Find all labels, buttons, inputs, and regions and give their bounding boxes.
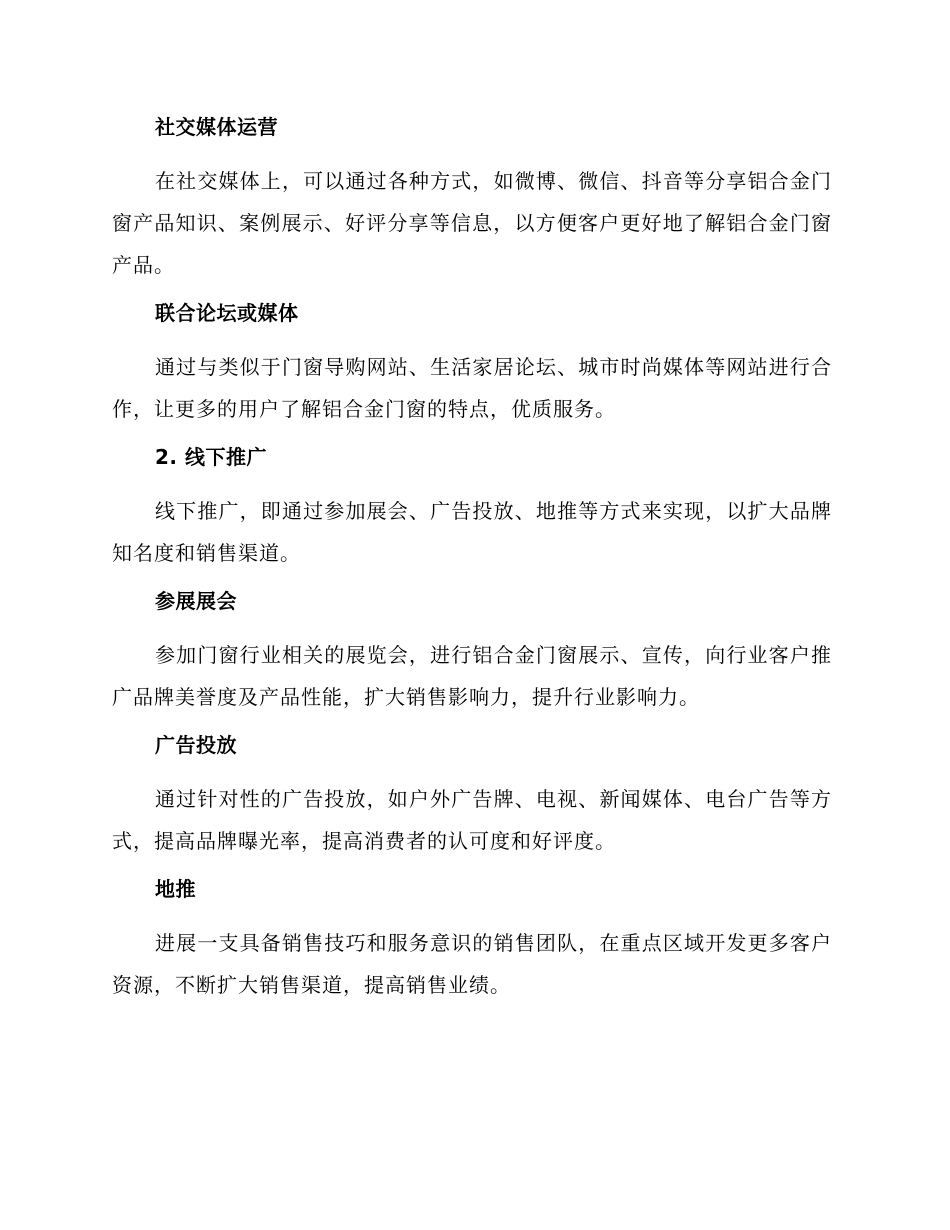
document-content bbox=[112, 110, 832, 1016]
section-heading-offline-promotion: 2. 线下推广 bbox=[155, 445, 267, 469]
section-heading-advertising: 广告投放 bbox=[155, 733, 237, 757]
section-body-offline-promotion: 线下推广，即通过参加展会、广告投放、地推等方式来实现，以扩大品牌知名度和销售渠道。 bbox=[112, 499, 832, 565]
section-body-social-media: 在社交媒体上，可以通过各种方式，如微博、微信、抖音等分享铝合金门窗产品知识、案例展示、好评分享等信息，以方便客户更好地了解铝合金门窗产品。 bbox=[112, 169, 832, 277]
section-body-exhibition: 参加门窗行业相关的展览会，进行铝合金门窗展示、宣传，向行业客户推广品牌美誉度及产品性能，扩大销售影响力，提升行业影响力。 bbox=[112, 643, 832, 709]
section-heading-social-media: 社交媒体运营 bbox=[155, 115, 278, 139]
section-body-joint-forum: 通过与类似于门窗导购网站、生活家居论坛、城市时尚媒体等网站进行合作，让更多的用户了解铝合金门窗的特点，优质服务。 bbox=[112, 355, 832, 421]
section-body-ground-promotion: 进展一支具备销售技巧和服务意识的销售团队，在重点区域开发更多客户资源，不断扩大销售渠道，提高销售业绩。 bbox=[112, 931, 832, 997]
section-heading-exhibition: 参展展会 bbox=[155, 589, 237, 613]
section-body-advertising: 通过针对性的广告投放，如户外广告牌、电视、新闻媒体、电台广告等方式，提高品牌曝光率，提高消费者的认可度和好评度。 bbox=[112, 787, 832, 853]
section-heading-joint-forum: 联合论坛或媒体 bbox=[155, 301, 299, 325]
section-heading-ground-promotion: 地推 bbox=[155, 877, 196, 901]
